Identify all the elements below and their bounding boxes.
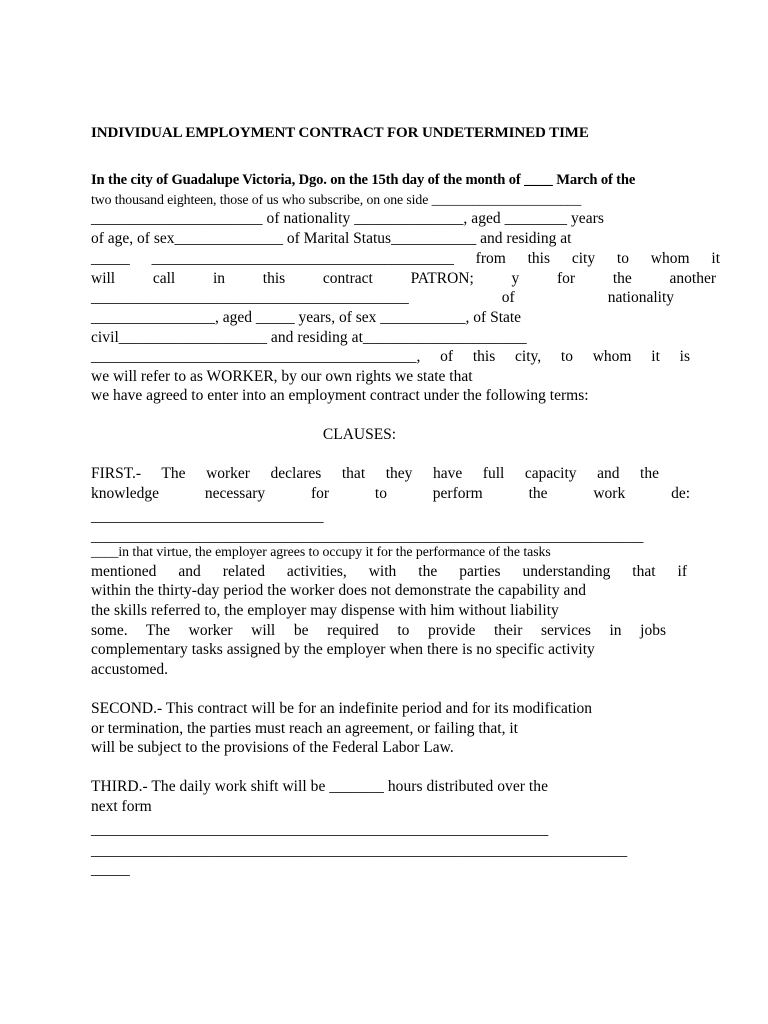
third-clause-line: _____________________________________________________________________ [91, 842, 628, 859]
third-clause-line: THIRD.- The daily work shift will be _______ hours distributed over the [91, 778, 548, 795]
document-title: INDIVIDUAL EMPLOYMENT CONTRACT FOR UNDETERMINED TIME [91, 125, 589, 141]
second-clause-line: SECOND.- This contract will be for an indefinite period and for its modification [91, 700, 593, 717]
third-clause-line: next form [91, 798, 152, 815]
intro-line: ______________________ of nationality ______________, aged ________ years [91, 210, 604, 227]
first-clause-line: the skills referred to, the employer may dispense with him without liability [91, 602, 559, 619]
first-clause-line: complementary tasks assigned by the employer when there is no specific activity [91, 641, 595, 658]
third-clause-line: _____ [91, 861, 130, 878]
first-clause-line: accustomed. [91, 661, 169, 678]
third-clause-line: ___________________________________________________________ [91, 821, 549, 838]
first-clause-line: mentioned and related activities, with the parties understanding that if [91, 563, 687, 580]
second-clause-line: or termination, the parties must reach an agreement, or failing that, it [91, 720, 518, 737]
first-clause-line: _______________________________________________________________________ [91, 528, 644, 545]
first-clause-line: FIRST.- The worker declares that they have full capacity and the [91, 465, 659, 482]
first-clause-line: some. The worker will be required to provide their services in jobs [91, 622, 666, 639]
intro-line: _________________________________________ of nationality [91, 289, 674, 306]
clauses-heading: CLAUSES: [322, 426, 397, 443]
intro-line: _____ _______________________________________ from this city to whom it [91, 250, 720, 267]
intro-line: ________________, aged _____ years, of sex ___________, of State [91, 309, 522, 326]
intro-line: In the city of Guadalupe Victoria, Dgo. on the 15th day of the month of ____ March of the [91, 172, 636, 188]
first-clause-line: knowledge necessary for to perform the work de: [91, 485, 690, 502]
intro-line: civil___________________ and residing at_____________________ [91, 329, 527, 346]
first-clause-line: within the thirty-day period the worker does not demonstrate the capability and [91, 582, 587, 599]
first-clause-line: ______________________________ [91, 508, 324, 525]
intro-line: __________________________________________, of this city, to whom it is [91, 348, 690, 365]
second-clause-line: will be subject to the provisions of the Federal Labor Law. [91, 739, 454, 756]
intro-line: we have agreed to enter into an employment contract under the following terms: [91, 387, 589, 404]
intro-line: will call in this contract PATRON; y for the another [91, 270, 716, 287]
first-clause-line: ____in that virtue, the employer agrees to occupy it for the performance of the tasks [91, 544, 551, 559]
intro-line: two thousand eighteen, those of us who subscribe, on one side ______________________ [91, 192, 582, 207]
intro-line: we will refer to as WORKER, by our own rights we state that [91, 368, 473, 385]
intro-line: of age, of sex______________ of Marital Status___________ and residing at [91, 230, 572, 247]
